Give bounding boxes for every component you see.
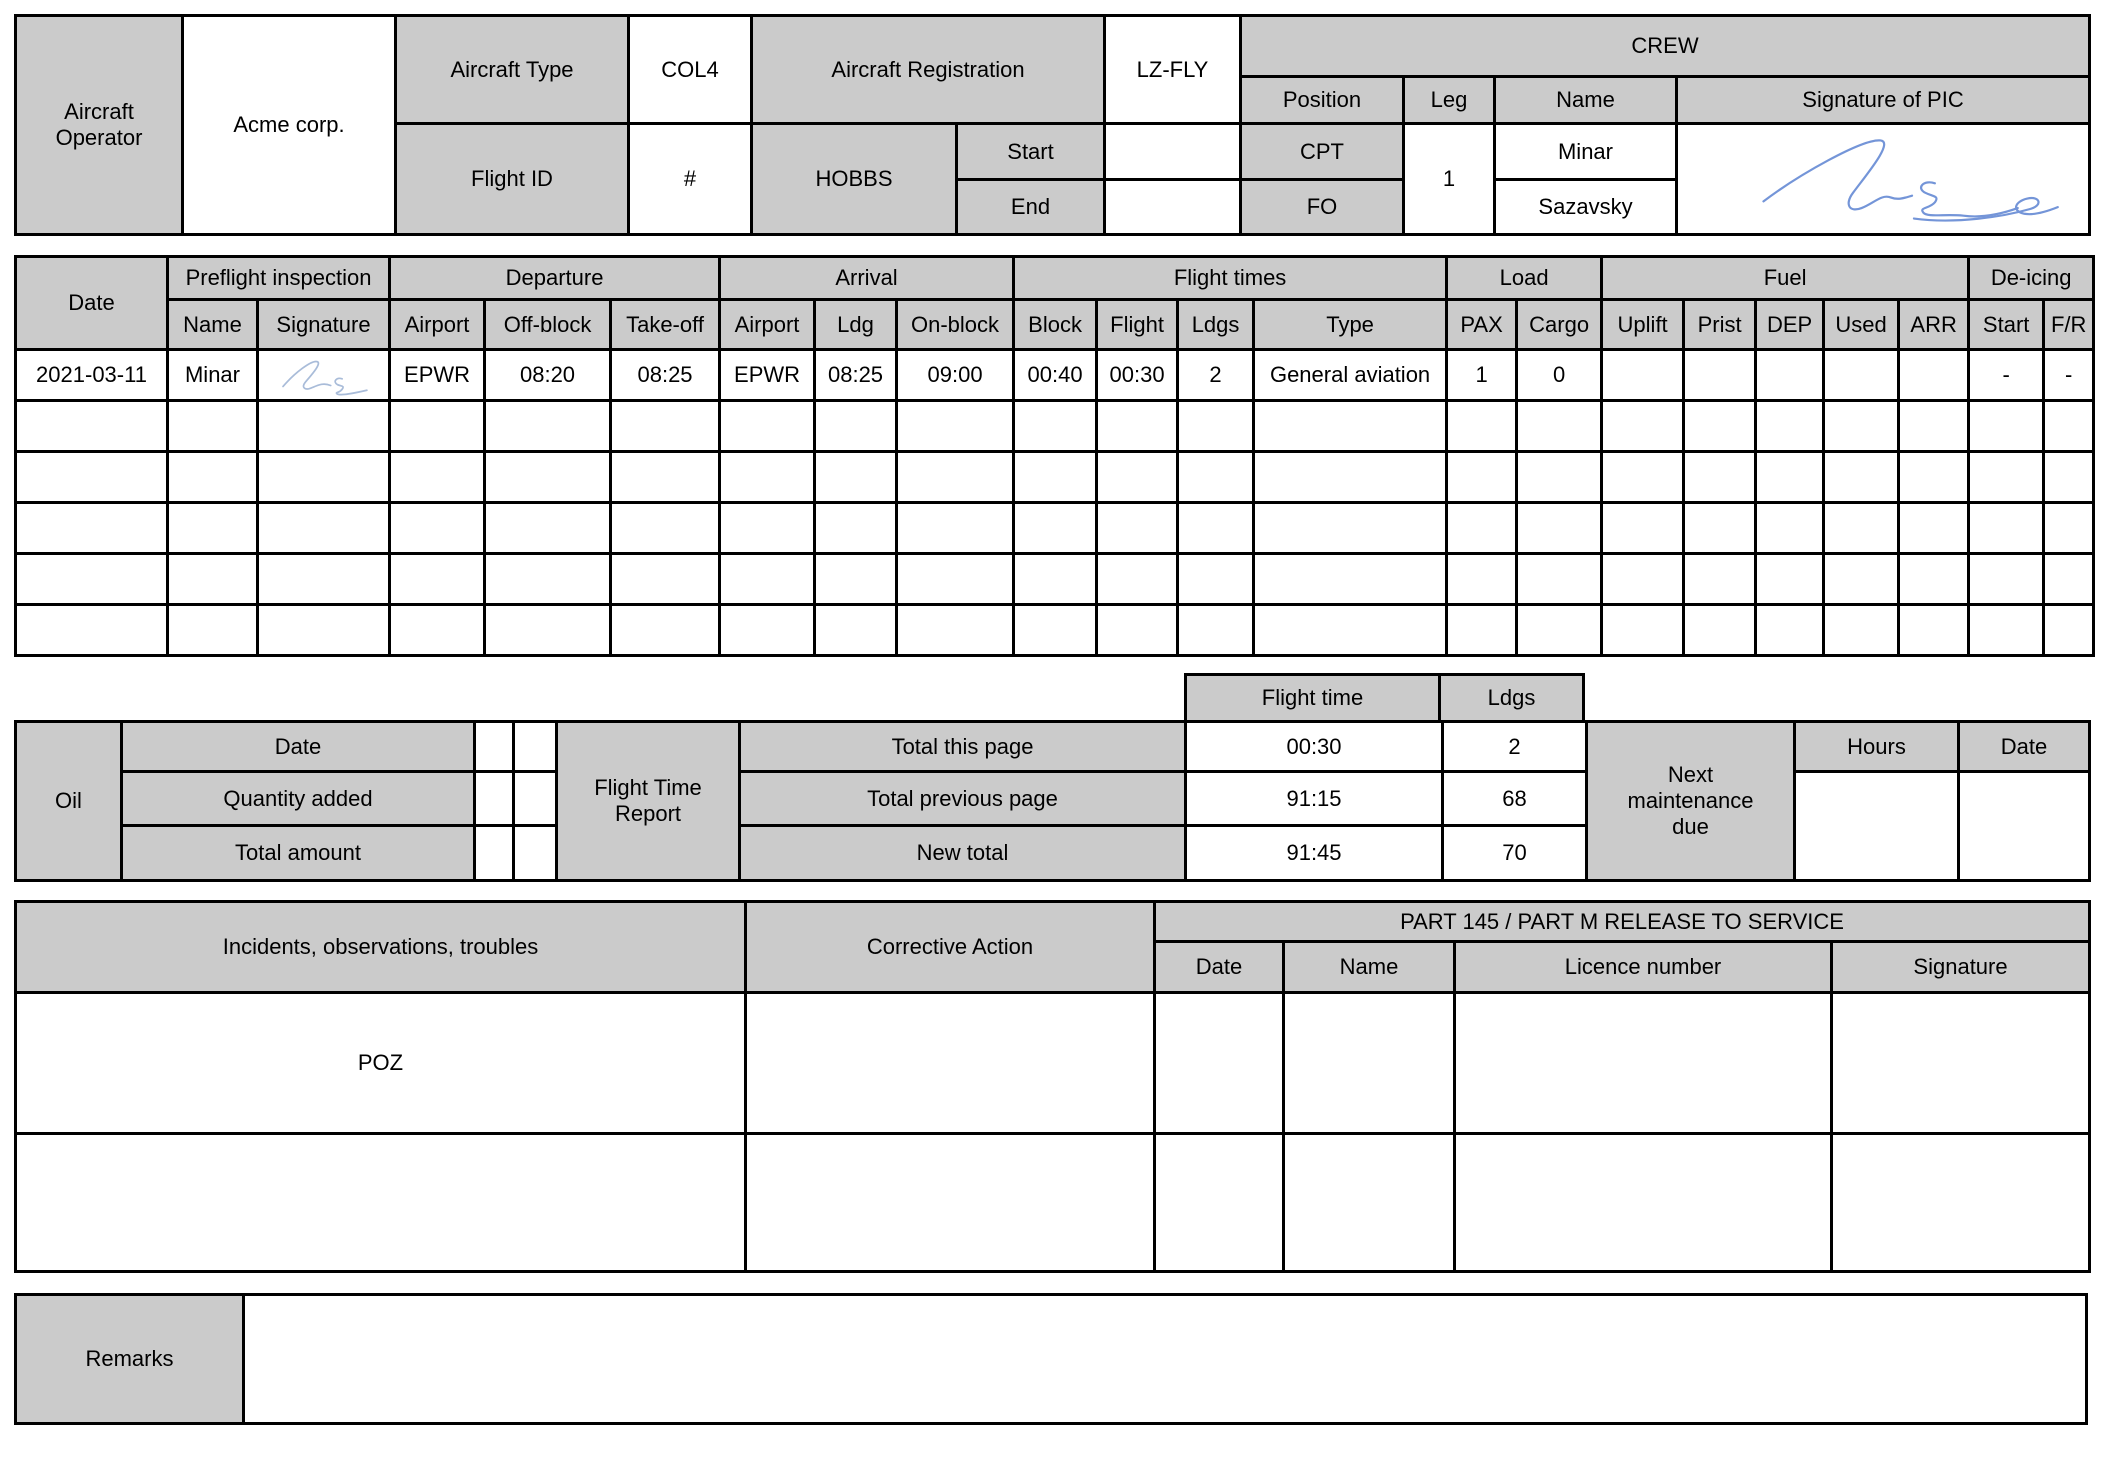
hobbs-start-label: Start — [957, 124, 1105, 180]
empty-cell — [897, 503, 1014, 554]
release-signature-cell — [1832, 1134, 2090, 1272]
empty-cell — [1178, 503, 1254, 554]
empty-cell — [1178, 401, 1254, 452]
empty-cell — [1447, 401, 1517, 452]
new-total-flight-time: 91:45 — [1186, 826, 1443, 881]
hobbs-start-value — [1105, 124, 1241, 180]
empty-cell — [1899, 452, 1969, 503]
empty-cell — [168, 452, 258, 503]
empty-cell — [16, 452, 168, 503]
empty-cell — [390, 503, 485, 554]
cell-deicing-start: - — [1969, 350, 2044, 401]
empty-cell — [897, 452, 1014, 503]
empty-cell — [1969, 401, 2044, 452]
empty-cell — [1756, 554, 1824, 605]
empty-cell — [16, 503, 168, 554]
empty-cell — [1014, 605, 1097, 656]
aircraft-operator-value: Acme corp. — [183, 16, 396, 235]
empty-cell — [1014, 452, 1097, 503]
empty-cell — [1254, 503, 1447, 554]
empty-cell — [258, 503, 390, 554]
hobbs-label: HOBBS — [752, 124, 957, 235]
hobbs-end-value — [1105, 180, 1241, 235]
flight-log-empty-rows — [16, 401, 2094, 656]
next-maintenance-date-header: Date — [1959, 722, 2090, 772]
empty-cell — [1602, 401, 1684, 452]
empty-cell — [1447, 605, 1517, 656]
empty-cell — [815, 452, 897, 503]
empty-cell — [2044, 401, 2094, 452]
cell-date: 2021-03-11 — [16, 350, 168, 401]
empty-cell — [1824, 452, 1899, 503]
cell-arr-airport: EPWR — [720, 350, 815, 401]
crew-position-cpt: CPT — [1241, 124, 1404, 180]
empty-cell — [720, 452, 815, 503]
oil-total-value-1 — [475, 826, 514, 881]
empty-cell — [1899, 605, 1969, 656]
empty-cell — [1517, 503, 1602, 554]
release-signature-cell — [1832, 993, 2090, 1134]
oil-date-value-1 — [475, 722, 514, 772]
cell-fuel-used — [1824, 350, 1899, 401]
cell-fuel-prist — [1684, 350, 1756, 401]
empty-cell — [1824, 605, 1899, 656]
empty-cell — [1602, 605, 1684, 656]
col-header-preflight-name: Name — [168, 300, 258, 350]
col-header-used: Used — [1824, 300, 1899, 350]
ldgs-column-header: Ldgs — [1441, 673, 1585, 720]
empty-cell — [1684, 605, 1756, 656]
group-header-flight-times: Flight times — [1014, 257, 1447, 300]
crew-leg-header: Leg — [1404, 77, 1495, 124]
empty-cell — [1178, 605, 1254, 656]
empty-cell — [1517, 554, 1602, 605]
aircraft-type-label: Aircraft Type — [396, 16, 629, 124]
crew-position-fo: FO — [1241, 180, 1404, 235]
cell-cargo: 0 — [1517, 350, 1602, 401]
empty-cell — [897, 554, 1014, 605]
empty-cell — [611, 401, 720, 452]
cell-flight: 00:30 — [1097, 350, 1178, 401]
empty-cell — [168, 401, 258, 452]
hobbs-end-label: End — [957, 180, 1105, 235]
empty-cell — [1824, 554, 1899, 605]
empty-cell — [611, 503, 720, 554]
aircraft-operator-label: Aircraft Operator — [16, 16, 183, 235]
empty-cell — [1097, 401, 1178, 452]
col-header-arr-fuel: ARR — [1899, 300, 1969, 350]
crew-title: CREW — [1241, 16, 2090, 77]
empty-cell — [720, 503, 815, 554]
new-total-ldgs: 70 — [1443, 826, 1587, 881]
spacer — [14, 1273, 2088, 1293]
release-licence-cell — [1455, 993, 1832, 1134]
empty-cell — [1097, 554, 1178, 605]
empty-cell — [1602, 503, 1684, 554]
new-total-label: New total — [740, 826, 1186, 881]
empty-cell — [485, 401, 611, 452]
group-header-arrival: Arrival — [720, 257, 1014, 300]
total-this-page-ldgs: 2 — [1443, 722, 1587, 772]
col-header-dep-airport: Airport — [390, 300, 485, 350]
empty-cell — [16, 554, 168, 605]
incident-cell: POZ — [16, 993, 746, 1134]
oil-date-value-2 — [514, 722, 557, 772]
empty-cell — [1756, 503, 1824, 554]
empty-cell — [16, 401, 168, 452]
cell-take-off: 08:25 — [611, 350, 720, 401]
empty-cell — [168, 605, 258, 656]
empty-cell — [720, 401, 815, 452]
col-header-uplift: Uplift — [1602, 300, 1684, 350]
cell-preflight-signature — [258, 350, 390, 401]
empty-cell — [1969, 605, 2044, 656]
flight-time-report-header — [1184, 673, 2088, 720]
group-header-deicing: De-icing — [1969, 257, 2094, 300]
empty-cell — [897, 605, 1014, 656]
remarks-section — [14, 1293, 2088, 1425]
release-to-service-header: PART 145 / PART M RELEASE TO SERVICE — [1155, 902, 2090, 942]
flight-log-empty-row — [16, 503, 2094, 554]
empty-cell — [2044, 605, 2094, 656]
flight-log-empty-row — [16, 605, 2094, 656]
incident-cell — [16, 1134, 746, 1272]
empty-cell — [815, 554, 897, 605]
empty-cell — [1254, 605, 1447, 656]
empty-cell — [1899, 401, 1969, 452]
total-previous-page-label: Total previous page — [740, 772, 1186, 826]
empty-cell — [1684, 554, 1756, 605]
aircraft-registration-label: Aircraft Registration — [752, 16, 1105, 124]
empty-cell — [168, 503, 258, 554]
empty-cell — [611, 554, 720, 605]
col-header-off-block: Off-block — [485, 300, 611, 350]
release-date-header: Date — [1155, 942, 1284, 993]
oil-total-value-2 — [514, 826, 557, 881]
col-header-prist: Prist — [1684, 300, 1756, 350]
empty-cell — [1254, 401, 1447, 452]
empty-cell — [2044, 554, 2094, 605]
empty-cell — [1756, 401, 1824, 452]
group-header-departure: Departure — [390, 257, 720, 300]
release-date-cell — [1155, 993, 1284, 1134]
empty-cell — [815, 401, 897, 452]
pic-signature-scribble — [1683, 129, 2083, 229]
release-licence-cell — [1455, 1134, 1832, 1272]
empty-cell — [1517, 401, 1602, 452]
aircraft-registration-value: LZ-FLY — [1105, 16, 1241, 124]
group-header-preflight: Preflight inspection — [168, 257, 390, 300]
col-header-cargo: Cargo — [1517, 300, 1602, 350]
empty-cell — [1447, 452, 1517, 503]
spacer — [14, 882, 2088, 900]
preflight-signature-scribble — [264, 354, 384, 397]
next-maintenance-hours-value — [1795, 772, 1959, 881]
group-header-load: Load — [1447, 257, 1602, 300]
col-header-deicing-start: Start — [1969, 300, 2044, 350]
empty-cell — [1824, 503, 1899, 554]
empty-cell — [1097, 503, 1178, 554]
flight-log-empty-row — [16, 452, 2094, 503]
empty-cell — [390, 554, 485, 605]
corrective-cell — [746, 993, 1155, 1134]
flight-id-label: Flight ID — [396, 124, 629, 235]
empty-cell — [1178, 452, 1254, 503]
release-date-cell — [1155, 1134, 1284, 1272]
empty-cell — [1969, 554, 2044, 605]
cell-off-block: 08:20 — [485, 350, 611, 401]
pic-signature-cell — [1677, 124, 2090, 235]
total-this-page-label: Total this page — [740, 722, 1186, 772]
empty-cell — [1254, 554, 1447, 605]
empty-cell — [1097, 605, 1178, 656]
empty-cell — [1684, 401, 1756, 452]
empty-cell — [720, 605, 815, 656]
empty-cell — [258, 554, 390, 605]
empty-cell — [16, 605, 168, 656]
release-name-header: Name — [1284, 942, 1455, 993]
incidents-row — [16, 993, 2090, 1134]
oil-flight-time-table — [14, 720, 2091, 882]
col-header-preflight-signature: Signature — [258, 300, 390, 350]
cell-preflight-name: Minar — [168, 350, 258, 401]
col-header-flight: Flight — [1097, 300, 1178, 350]
empty-cell — [1602, 554, 1684, 605]
spacer — [14, 236, 2088, 255]
empty-cell — [1254, 452, 1447, 503]
crew-signature-header: Signature of PIC — [1677, 77, 2090, 124]
empty-cell — [1899, 503, 1969, 554]
cell-dep-airport: EPWR — [390, 350, 485, 401]
incidents-row — [16, 1134, 2090, 1272]
empty-cell — [720, 554, 815, 605]
empty-cell — [1684, 452, 1756, 503]
release-name-cell — [1284, 993, 1455, 1134]
col-header-take-off: Take-off — [611, 300, 720, 350]
release-name-cell — [1284, 1134, 1455, 1272]
flight-log-table — [14, 255, 2095, 657]
empty-cell — [258, 401, 390, 452]
flight-log-empty-row — [16, 401, 2094, 452]
empty-cell — [1447, 554, 1517, 605]
empty-cell — [258, 605, 390, 656]
empty-cell — [1014, 503, 1097, 554]
empty-cell — [1517, 605, 1602, 656]
total-this-page-flight-time: 00:30 — [1186, 722, 1443, 772]
flight-time-column-header: Flight time — [1184, 673, 1441, 720]
empty-cell — [485, 605, 611, 656]
col-header-dep-fuel: DEP — [1756, 300, 1824, 350]
empty-cell — [611, 605, 720, 656]
cell-pax: 1 — [1447, 350, 1517, 401]
empty-cell — [1014, 554, 1097, 605]
col-header-type: Type — [1254, 300, 1447, 350]
crew-position-header: Position — [1241, 77, 1404, 124]
empty-cell — [815, 503, 897, 554]
flight-log-empty-row — [16, 554, 2094, 605]
remarks-label: Remarks — [14, 1293, 245, 1425]
empty-cell — [1097, 452, 1178, 503]
oil-quantity-value-1 — [475, 772, 514, 826]
oil-quantity-value-2 — [514, 772, 557, 826]
empty-cell — [1756, 605, 1824, 656]
cell-type: General aviation — [1254, 350, 1447, 401]
empty-cell — [1969, 452, 2044, 503]
empty-cell — [897, 401, 1014, 452]
col-header-arr-airport: Airport — [720, 300, 815, 350]
col-header-date: Date — [16, 257, 168, 350]
empty-cell — [2044, 452, 2094, 503]
empty-cell — [485, 503, 611, 554]
cell-fuel-uplift — [1602, 350, 1684, 401]
cell-block: 00:40 — [1014, 350, 1097, 401]
flight-log-data-row — [16, 350, 2094, 401]
total-previous-page-flight-time: 91:15 — [1186, 772, 1443, 826]
release-licence-header: Licence number — [1455, 942, 1832, 993]
empty-cell — [258, 452, 390, 503]
spacer — [14, 657, 2088, 673]
col-header-ldgs: Ldgs — [1178, 300, 1254, 350]
cell-ldg: 08:25 — [815, 350, 897, 401]
empty-cell — [485, 452, 611, 503]
total-previous-page-ldgs: 68 — [1443, 772, 1587, 826]
empty-cell — [168, 554, 258, 605]
oil-quantity-added-label: Quantity added — [122, 772, 475, 826]
empty-cell — [1014, 401, 1097, 452]
journey-log-sheet — [14, 14, 2088, 1425]
empty-cell — [1899, 554, 1969, 605]
empty-cell — [390, 452, 485, 503]
empty-cell — [1684, 503, 1756, 554]
col-header-pax: PAX — [1447, 300, 1517, 350]
col-header-deicing-fr: F/R — [2044, 300, 2094, 350]
cell-ldgs: 2 — [1178, 350, 1254, 401]
cell-fuel-arr — [1899, 350, 1969, 401]
next-maintenance-label: Next maintenance due — [1587, 722, 1795, 881]
flight-time-report-label: Flight Time Report — [557, 722, 740, 881]
crew-name-header: Name — [1495, 77, 1677, 124]
oil-total-amount-label: Total amount — [122, 826, 475, 881]
aircraft-header-table — [14, 14, 2091, 236]
crew-leg-value: 1 — [1404, 124, 1495, 235]
group-header-fuel: Fuel — [1602, 257, 1969, 300]
cell-fuel-dep — [1756, 350, 1824, 401]
empty-cell — [1969, 503, 2044, 554]
incidents-table — [14, 900, 2091, 1273]
oil-label: Oil — [16, 722, 122, 881]
empty-cell — [2044, 503, 2094, 554]
col-header-ldg: Ldg — [815, 300, 897, 350]
empty-cell — [1602, 452, 1684, 503]
empty-cell — [1756, 452, 1824, 503]
incidents-header: Incidents, observations, troubles — [16, 902, 746, 993]
empty-cell — [1824, 401, 1899, 452]
corrective-cell — [746, 1134, 1155, 1272]
remarks-value — [245, 1293, 2088, 1425]
cell-on-block: 09:00 — [897, 350, 1014, 401]
corrective-action-header: Corrective Action — [746, 902, 1155, 993]
empty-cell — [1178, 554, 1254, 605]
cell-deicing-fr: - — [2044, 350, 2094, 401]
flight-id-value: # — [629, 124, 752, 235]
empty-cell — [485, 554, 611, 605]
next-maintenance-hours-header: Hours — [1795, 722, 1959, 772]
crew-name-fo: Sazavsky — [1495, 180, 1677, 235]
next-maintenance-date-value — [1959, 772, 2090, 881]
col-header-on-block: On-block — [897, 300, 1014, 350]
oil-date-label: Date — [122, 722, 475, 772]
empty-cell — [390, 605, 485, 656]
empty-cell — [611, 452, 720, 503]
crew-name-cpt: Minar — [1495, 124, 1677, 180]
empty-cell — [1447, 503, 1517, 554]
empty-cell — [1517, 452, 1602, 503]
release-signature-header: Signature — [1832, 942, 2090, 993]
col-header-block: Block — [1014, 300, 1097, 350]
aircraft-type-value: COL4 — [629, 16, 752, 124]
empty-cell — [390, 401, 485, 452]
empty-cell — [815, 605, 897, 656]
